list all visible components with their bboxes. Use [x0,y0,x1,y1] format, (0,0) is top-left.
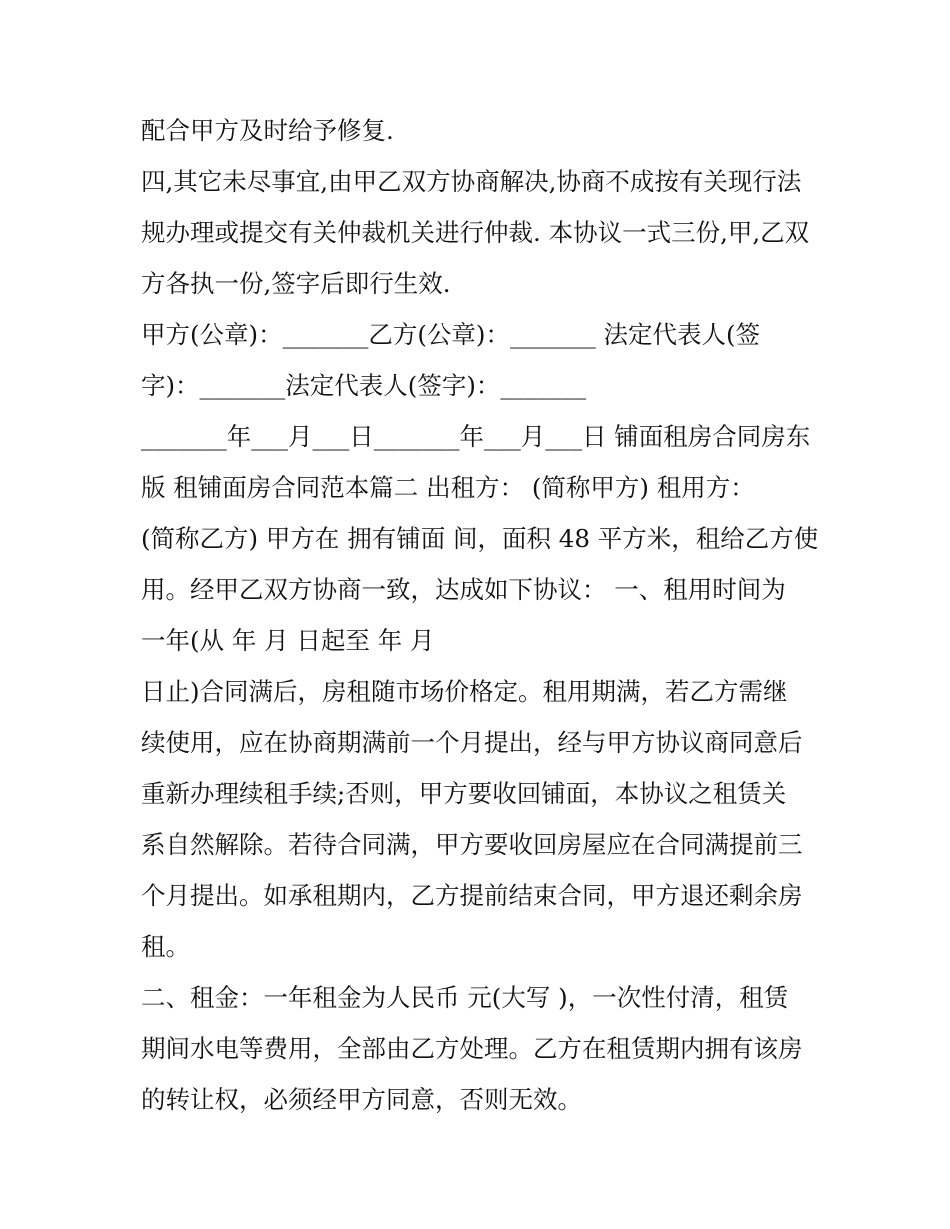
document-body [141,105,821,1125]
text-line: 日止)合同满后，房租随市场价格定。租用期满，若乙方需继 [141,677,788,706]
text-line: 重新办理续租手续;否则，甲方要收回铺面，本协议之租赁关 [141,779,787,808]
text-line: 四,其它未尽事宜,由甲乙双方协商解决,协商不成按有关现行法 [141,167,802,196]
date-line: _______年___月___日_______年___月___日 铺面租房合同房东 [141,422,811,451]
text-line: 期间水电等费用，全部由乙方处理。乙方在租赁期内拥有该房 [141,1034,803,1063]
text-line: 方各执一份,签字后即行生效. [141,269,451,298]
text-line: 系自然解除。若待合同满，甲方要收回房屋应在合同满提前三 [141,830,803,859]
text-line: 租。 [141,932,190,961]
text-line: 的转让权，必须经甲方同意，否则无效。 [141,1085,582,1114]
text-line: 个月提出。如承租期内，乙方提前结束合同，甲方退还剩余房 [141,881,803,910]
text-line: 二、租金：一年租金为人民币 元(大写 )，一次性付清，租赁 [141,983,789,1012]
text-line: 配合甲方及时给予修复. [141,116,394,145]
text-line: 用。经甲乙双方协商一致，达成如下协议： 一、租用时间为 [141,575,786,604]
text-line: (简称乙方) 甲方在 拥有铺面 间，面积 48 平方米，租给乙方使 [141,524,819,553]
text-line: 规办理或提交有关仲裁机关进行仲裁. 本协议一式三份,甲,乙双 [141,218,810,247]
text-line: 版 租铺面房合同范本篇二 出租方： (简称甲方) 租用方： [141,473,755,502]
signature-line: 字)：_______法定代表人(签字)：_______ [141,371,587,400]
signature-line: 甲方(公章)：_______乙方(公章)：_______ 法定代表人(签 [141,320,761,349]
text-line: 续使用，应在协商期满前一个月提出，经与甲方协议商同意后 [141,728,803,757]
text-line: 一年(从 年 月 日起至 年 月 [141,626,435,655]
